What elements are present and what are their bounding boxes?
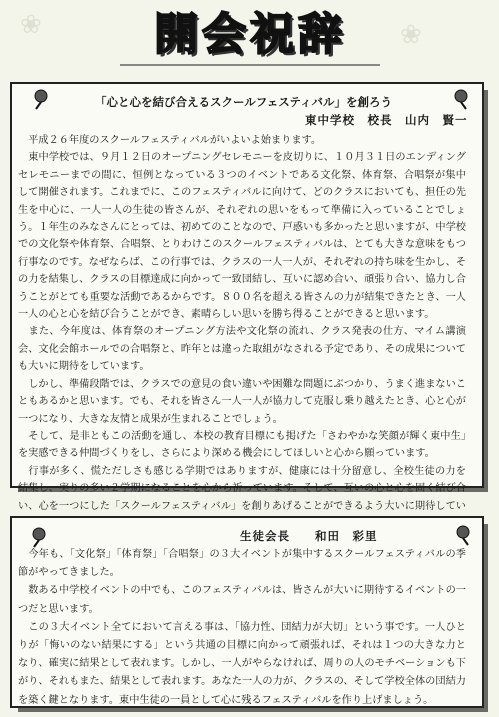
background-decoration: ❀ bbox=[20, 10, 42, 40]
page-title: 開会祝辞 bbox=[154, 9, 346, 60]
paragraph: しかし、準備段階では、クラスでの意見の食い違いや困難な問題にぶつかり、うまく進まないこともあるかと思います。でも、それを皆さん一人一人が協力して克服し乗り越えたとき、心と心が一つになり、大きな友情と成果が生まれることでしょう。 bbox=[18, 378, 466, 425]
student-council-message-body bbox=[18, 546, 466, 710]
pushpin-icon bbox=[452, 524, 474, 546]
paragraph: 数ある中学校イベントの中でも、このフェスティバルは、皆さんが大いに期待するイベントの一つだと思います。 bbox=[18, 585, 466, 615]
paragraph: 行事が多く、慌ただしさも感じる学期ではありますが、健康には十分留意し、全校生徒の力を結集し、実りの多い２学期になることを心から祈っています。そして、互いの心と心を固く結び合い、心を一つにした「スクールフェスティバル」を創りあげることができるよう大いに期待してい bbox=[18, 465, 466, 512]
principal-message-body bbox=[18, 132, 466, 532]
title-area bbox=[150, 6, 350, 64]
title-underline bbox=[120, 64, 380, 66]
background-decoration: ❀ bbox=[400, 20, 422, 50]
pushpin-icon bbox=[28, 526, 50, 548]
paragraph: そして、是非ともこの活動を通し、本校の教育目標にも掲げた「さわやかな笑顔が輝く東中生」を実感できる仲間づくりをし、さらにより深める機会にしてほしいと心から願っています。 bbox=[18, 430, 466, 460]
principal-name: 東中学校 校長 山内 賢一 bbox=[305, 113, 468, 127]
student-council-president-name: 生徒会長 和田 彩里 bbox=[240, 529, 378, 543]
paragraph: 東中学校では、９月１２日のオープニングセレモニーを皮切りに、１０月３１日のエンディングセレモニーまでの間に、恒例となっている３つのイベントである文化祭、体育祭、合唱祭が集中して開催されます。これまでに、このフェスティバルに向けて、どのクラスにおいても、担任の先生を中心に、一人一人の生徒の皆さんが、それぞれの思いをもって準備に入っていることでしょう。１年生のみなさんにとっては、初めてのことなので、戸惑いも多かったと思いますが、中学校での文化祭や体育祭、合唱祭、とりわけこのスクールフェスティバルは、とても大きな意味をもつ行事なのです。なぜならば、この行事では、クラスの一人一人が、それぞれの持ち味を生かし、その力を結集し、クラスの目標達成に向かって一致団結し、互いに認め合い、頑張り合い、協力し合うことがとても重要な活動であるからです。８００名を超える皆さんの力が結集できたとき、一人一人の心と心を結び合うことができ、素晴らしい思いを勝ち得ることができると思います。 bbox=[18, 152, 466, 321]
pushpin-icon bbox=[30, 88, 52, 110]
paragraph: また、今年度は、体育祭のオープニング方法や文化祭の流れ、クラス発表の仕方、マイム講演会、文化会館ホールでの合唱祭と、昨年とは違った取組がなされる予定であり、その成果についても大いに期待をしています。 bbox=[18, 326, 466, 373]
paragraph: 今年も、「文化祭」「体育祭」「合唱祭」の３大イベントが集中するスクールフェスティバルの季節がやってきました。 bbox=[18, 549, 466, 579]
message-heading: 「心と心を結び合えるスクールフェスティバル」を創ろう bbox=[95, 95, 393, 109]
paragraph: この３大イベント全てにおいて言える事は、「協力性、団結力が大切」という事です。一人ひとりが「悔いのない結果にする」という共通の目標に向かって頑張れば、それは１つの大きな力となり、確実に結果として表れます。しかし、一人がやらなければ、周りの人のモチベーションも下がり、それもまた、結果として表れます。あなた一人の力が、クラスの、そして学校全体の団結力を築く鍵となります。東中生徒の一員として心に残るフェスティバルを作り上げましょう。 bbox=[18, 621, 466, 706]
paragraph: 平成２６年度のスクールフェスティバルがいよいよ始まります。 bbox=[18, 135, 322, 146]
pushpin-icon bbox=[450, 88, 472, 110]
